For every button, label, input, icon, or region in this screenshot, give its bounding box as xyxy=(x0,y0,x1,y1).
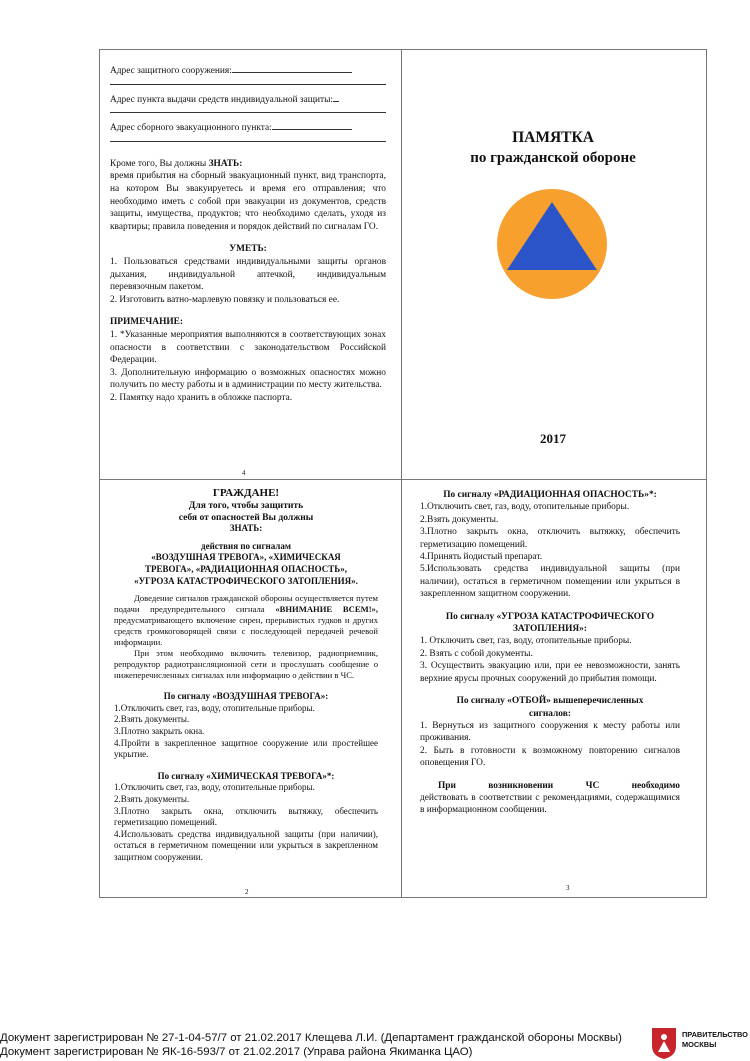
panel-citizens: ГРАЖДАНЕ! Для того, чтобы защитить себя от опасностей Вы должны ЗНАТЬ: действия по сигналам «ВОЗДУШНАЯ ТРЕВОГА», «ХИМИЧЕСКАЯ ТРЕВОГА», «РАДИАЦИОННАЯ ОПАСНОСТЬ», «УГРОЗА КАТАСТРОФИЧЕСКОГО ЗАТОПЛЕНИЯ». Доведение сигналов гражданской обороны осуществляется путем подачи предупредительного сигнала «ВНИМАНИЕ ВСЕМ!», предусматривающего включение сирен, прерывистых гудков и других средств громкоговорящей связи с последующей передачей речевой информации. При этом необходимо включить телевизор, радиоприемник, репродуктор радиотрансляционной сети и прослушать сообщение о нижеперечисленных сигналах или информацию о действии в ЧС. По сигналу «ВОЗДУШНАЯ ТРЕВОГА»: 1.Отключить свет, газ, воду, отопительные приборы. 2.Взять документы. 3.Плотно закрыть окна. 4.Пройти в закрепленное защитное сооружение или простейшее укрытие. По сигналу «ХИМИЧЕСКАЯ ТРЕВОГА»*: 1.Отключить свет, газ, воду, отопительные приборы. 2.Взять документы. 3.Плотно закрыть окна, отключить вытяжку, обеспечить герметизацию помещений. 4.Использовать средства индивидуальной защиты (при наличии), остаться в герметичном помещении или укрыться в закрепленном защитном сооружении. xyxy=(114,487,379,862)
air-raid-heading: По сигналу «ВОЗДУШНАЯ ТРЕВОГА»: xyxy=(163,691,329,702)
blank-line xyxy=(110,106,386,113)
can-item-1: 1. Пользоваться средствами индивидуальными защиты органов дыхания, индивидуальной аптечкой, индивидуальным перевязочным пакетом. xyxy=(110,256,386,293)
page-number: 4 xyxy=(242,469,246,477)
blank-line xyxy=(110,135,386,142)
cover-year: 2017 xyxy=(540,431,566,446)
civil-defense-emblem-icon xyxy=(496,188,608,300)
horizontal-fold-line xyxy=(99,479,706,480)
registration-line-2: Документ зарегистрирован № ЯК-16-593/7 от 21.02.2017 (Управа района Якиманка ЦАО) xyxy=(0,1046,473,1058)
moscow-government-logo-icon xyxy=(650,1026,678,1060)
note-item-1: 1. *Указанные мероприятия выполняются в соответствующих зонах опасности в соответствии с законодательством Российской Федерации. xyxy=(110,329,386,366)
panel-cover xyxy=(404,52,702,476)
radiation-heading: По сигналу «РАДИАЦИОННАЯ ОПАСНОСТЬ»*: xyxy=(443,490,657,500)
cover-title: ПАМЯТКА xyxy=(512,129,594,146)
flood-heading: По сигналу «УГРОЗА КАТАСТРОФИЧЕСКОГО ЗАТОПЛЕНИЯ»: xyxy=(445,611,655,635)
panel-signals: По сигналу «РАДИАЦИОННАЯ ОПАСНОСТЬ»*: 1.Отключить свет, газ, воду, отопительные приборы. 2.Взять документы. 3.Плотно закрыть окна, отключить вытяжку, обеспечить герметизацию помещений. 4.Принять йодистый препарат. 5.Использовать средства индивидуальной защиты (при наличии), остаться в герметичном помещении или укрыться в закрепленном защитном сооружении. По сигналу «УГРОЗА КАТАСТРОФИЧЕСКОГО ЗАТОПЛЕНИЯ»: 1. Отключить свет, газ, воду, отопительные приборы. 2. Взять с собой документы. 3. Осуществить эвакуацию или, при ее невозможности, занять верхние ярусы прочных сооружений до прибытия помощи. По сигналу «ОТБОЙ» вышеперечисленных сигналов: 1. Вернуться из защитного сооружения к месту работы или проживания. 2. Быть в готовности к возможному повторению сигналов оповещения ГО. При возникновении ЧС необходимо действовать в соответствии с рекомендациями, содержащимися в информационном сообщении. xyxy=(420,490,680,816)
panel-addresses xyxy=(110,62,386,404)
page-number: 2 xyxy=(245,888,249,896)
shelter-address-blank xyxy=(232,62,352,73)
know-block: Кроме того, Вы должны ЗНАТЬ: время прибытия на сборный эвакуационный пункт, вид транспорта, на котором Вы эвакуируетесь и время его отправления; что необходимо иметь с собой при эвакуации из документов, средств защиты, имущества, продуктов; что необходимо сделать, уходя из квартиры; правила поведения и порядок действий по сигналам ГО. xyxy=(110,158,386,232)
registration-line-1: Документ зарегистрирован № 27-1-04-57/7 от 21.02.2017 Клещева Л.И. (Департамент гражданской обороны Москвы) xyxy=(0,1032,622,1044)
evac-address-row: Адрес сборного эвакуационного пункта: xyxy=(110,119,386,135)
signals-paragraph: Доведение сигналов гражданской обороны осуществляется путем подачи предупредительного сигнала «ВНИМАНИЕ ВСЕМ!», предусматривающего включение сирен, прерывистых гудков и других средств громкоговорящей связи с последующей передачей речевой информации. xyxy=(114,593,379,648)
can-item-2: 2. Изготовить ватно-марлевую повязку и пользоваться ее. xyxy=(110,294,340,305)
can-heading: УМЕТЬ: xyxy=(229,244,267,255)
note-item-2: 3. Дополнительную информацию о возможных опасностях можно получить по месту работы и в администрации по месту жительства. xyxy=(110,367,386,391)
emergency-paragraph: При возникновении ЧС необходимо действовать в соответствии с рекомендациями, содержащимися в информационном сообщении. xyxy=(420,780,680,816)
page-number: 3 xyxy=(566,884,570,892)
note-heading: ПРИМЕЧАНИЕ: xyxy=(110,317,184,328)
evac-address-blank xyxy=(272,119,352,130)
vertical-fold-line xyxy=(401,49,402,897)
note-item-3: 2. Памятку надо хранить в обложке паспорта. xyxy=(110,392,293,403)
protection-address-row: Адрес пункта выдачи средств индивидуальной защиты: xyxy=(110,91,386,107)
moscow-government-label: ПРАВИТЕЛЬСТВО МОСКВЫ xyxy=(682,1030,748,1049)
blank-line xyxy=(110,78,386,85)
citizens-heading: ГРАЖДАНЕ! xyxy=(212,487,280,499)
chemical-heading: По сигналу «ХИМИЧЕСКАЯ ТРЕВОГА»*: xyxy=(157,770,335,781)
signals-list: «ВОЗДУШНАЯ ТРЕВОГА», «ХИМИЧЕСКАЯ ТРЕВОГА», «РАДИАЦИОННАЯ ОПАСНОСТЬ», «УГРОЗА КАТАСТРОФИЧЕСКОГО ЗАТОПЛЕНИЯ». xyxy=(134,552,358,586)
cover-subtitle: по гражданской обороне xyxy=(470,150,636,166)
all-clear-heading: По сигналу «ОТБОЙ» вышеперечисленных сигналов: xyxy=(456,696,644,719)
radio-paragraph: При этом необходимо включить телевизор, радиоприемник, репродуктор радиотрансляционной сети и прослушать сообщение о нижеперечисленных сигналах или информацию о действии в ЧС. xyxy=(114,648,378,681)
shelter-address-row: Адрес защитного сооружения: xyxy=(110,62,386,78)
